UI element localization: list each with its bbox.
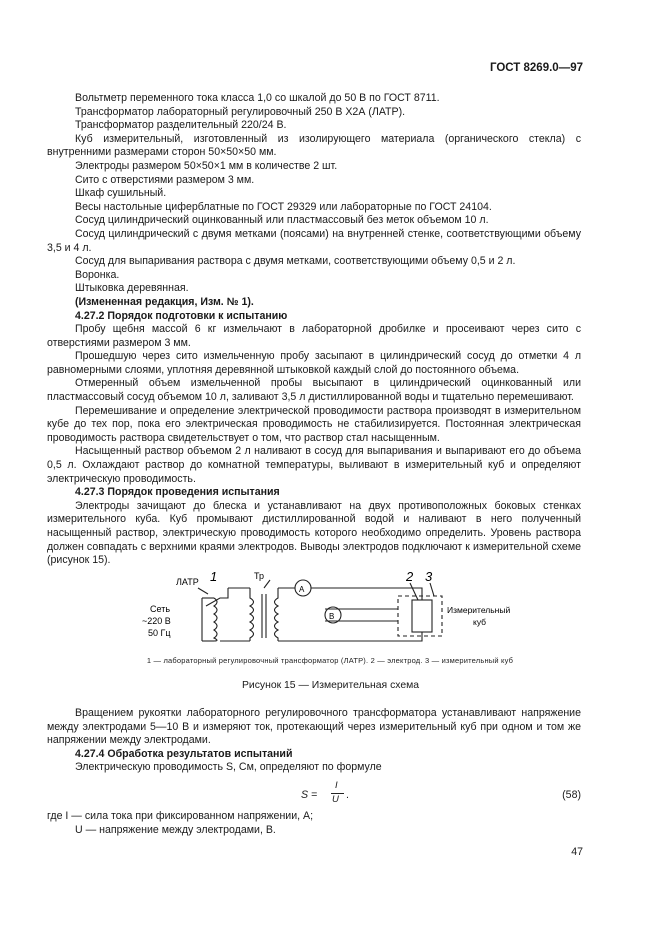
voltmeter-label: B xyxy=(329,612,335,621)
page-number: 47 xyxy=(571,846,583,858)
document-header: ГОСТ 8269.0—97 xyxy=(489,62,583,74)
paragraph: Трансформатор разделительный 220/24 В. xyxy=(75,119,287,132)
latr-label: ЛАТР xyxy=(176,577,199,587)
formula-numerator: I xyxy=(335,780,338,791)
tr-primary xyxy=(250,588,254,641)
paragraph: Сосуд цилиндрический оцинкованный или пластмассовый без меток объемом 10 л. xyxy=(75,214,489,227)
paragraph: Перемешивание и определение электрической проводимости раствора производят в измерительном кубе до тех пор, пока его электрическая проводимость не стабилизируется. Постоянная электрическая проводимость раствора свидетельствует о том, что раствор стал насыщенным. xyxy=(47,404,581,444)
paragraph: Штыковка деревянная. xyxy=(75,282,189,295)
wire-bottom-to-cube xyxy=(278,632,422,641)
network-label-2: ~220 В xyxy=(142,616,171,626)
formula-denominator: U xyxy=(332,794,339,805)
latr-coil xyxy=(214,598,217,641)
electrode xyxy=(412,600,432,632)
tr-leader xyxy=(264,580,270,588)
measurement-circuit-figure xyxy=(140,566,540,666)
paragraph: 4.27.3 Порядок проведения испытания xyxy=(75,486,280,499)
paragraph: 4.27.4 Обработка результатов испытаний xyxy=(75,747,293,760)
network-label-1: Сеть xyxy=(150,604,171,614)
paragraph: Электроды размером 50×50×1 мм в количестве 2 шт. xyxy=(75,159,338,172)
label-num-2: 2 xyxy=(406,569,414,584)
body-text-bottom xyxy=(47,810,581,837)
paragraph: Трансформатор лабораторный регулировочный 250 В Х2А (ЛАТР). xyxy=(75,105,406,118)
leader-2 xyxy=(410,583,418,600)
cube-label-2: куб xyxy=(473,617,487,627)
tr-core xyxy=(262,594,266,638)
paragraph: Прошедшую через сито измельченную пробу засыпают в цилиндрический сосуд до отметки 4 л равномерными слоями, уплотняя деревянной штыковкой каждый слой до постоянного объема. xyxy=(47,350,581,376)
figure-legend: 1 — лабораторный регулировочный трансформатор (ЛАТР). 2 — электрод. 3 — измерительный куб xyxy=(146,656,514,665)
figure-caption: Рисунок 15 — Измерительная схема xyxy=(241,680,420,691)
latr-leader xyxy=(198,588,208,594)
paragraph: Насыщенный раствор объемом 2 л наливают в сосуд для выпаривания и выпаривают его до объема 0,5 л. Охлаждают раствор до комнатной температуры, выливают в измерительный куб и определяют электрическую проводимость. xyxy=(47,445,581,485)
circuit-diagram xyxy=(140,566,540,666)
paragraph: (Измененная редакция, Изм. № 1). xyxy=(75,295,254,308)
equation-number: (58) xyxy=(562,789,581,801)
paragraph: Пробу щебня массой 6 кг измельчают в лабораторной дробилке и просеивают через сито с отверстиями размером 3 мм. xyxy=(47,323,581,349)
formula-dot: . xyxy=(346,789,349,801)
cube-label-1: Измерительный xyxy=(447,605,511,615)
paragraph: Куб измерительный, изготовленный из изолирующего материала (органического стекла) с внутренними размерами сторон 50×50×50 мм. xyxy=(47,132,581,159)
paragraph: Электроды зачищают до блеска и устанавливают на двух противоположных боковых стенках измерительного куба. Куб промывают дистиллированной водой и наливают в него полученный насыщенный раствор, электрическую проводимость которого необходимо определить. Уровень раствора должен совпадать с верхними краями электродов. Выводы электродов подключают к измерительной схеме (рисунок 15). xyxy=(47,499,581,567)
leader-3 xyxy=(430,583,434,596)
paragraph: Сосуд цилиндрический с двумя метками (поясами) на внутренней стенке, соответствующими объему 3,5 и 4 л. xyxy=(47,227,581,254)
tr-secondary xyxy=(275,588,279,641)
paragraph: Отмеренный объем измельченной пробы высыпают в цилиндрический оцинкованный или пластмассовый сосуд объемом 10 л, заливают 3,5 л дистиллированной воды и тщательно перемешивают. xyxy=(47,377,581,404)
transformer-label: Тр xyxy=(254,571,264,581)
formula-block xyxy=(47,780,581,810)
formula-lhs: S = xyxy=(301,789,318,801)
paragraph: Шкаф сушильный. xyxy=(75,187,167,200)
paragraph: Весы настольные циферблатные по ГОСТ 29329 или лабораторные по ГОСТ 24104. xyxy=(75,200,492,213)
paragraph: Сосуд для выпаривания раствора с двумя метками, соответствующими объему 0,5 и 2 л. xyxy=(75,255,516,268)
wire-ammeter-to-cube xyxy=(311,588,422,600)
paragraph: где I — сила тока при фиксированном напряжении, А; xyxy=(47,810,314,822)
paragraph: Сито с отверстиями размером 3 мм. xyxy=(75,173,255,186)
paragraph: Воронка. xyxy=(75,268,120,281)
paragraph: Вольтметр переменного тока класса 1,0 со шкалой до 50 В по ГОСТ 8711. xyxy=(75,92,440,104)
ammeter-label: A xyxy=(299,585,305,594)
network-label-3: 50 Гц xyxy=(148,628,171,638)
paragraph: Вращением рукоятки лабораторного регулировочного трансформатора устанавливают напряжение между электродами 5—10 В и измеряют ток, протекающий через измерительный куб при одном и том же напряжении между электродами. xyxy=(47,707,581,747)
paragraph: U — напряжение между электродами, В. xyxy=(75,823,276,836)
label-num-3: 3 xyxy=(425,569,433,584)
label-num-1: 1 xyxy=(210,569,218,584)
body-text-middle xyxy=(47,707,581,775)
paragraph: 4.27.2 Порядок подготовки к испытанию xyxy=(75,309,288,322)
paragraph: Электрическую проводимость S, См, определяют по формуле xyxy=(75,761,382,774)
body-text-top xyxy=(47,92,581,568)
measuring-cube-outline xyxy=(398,596,442,636)
